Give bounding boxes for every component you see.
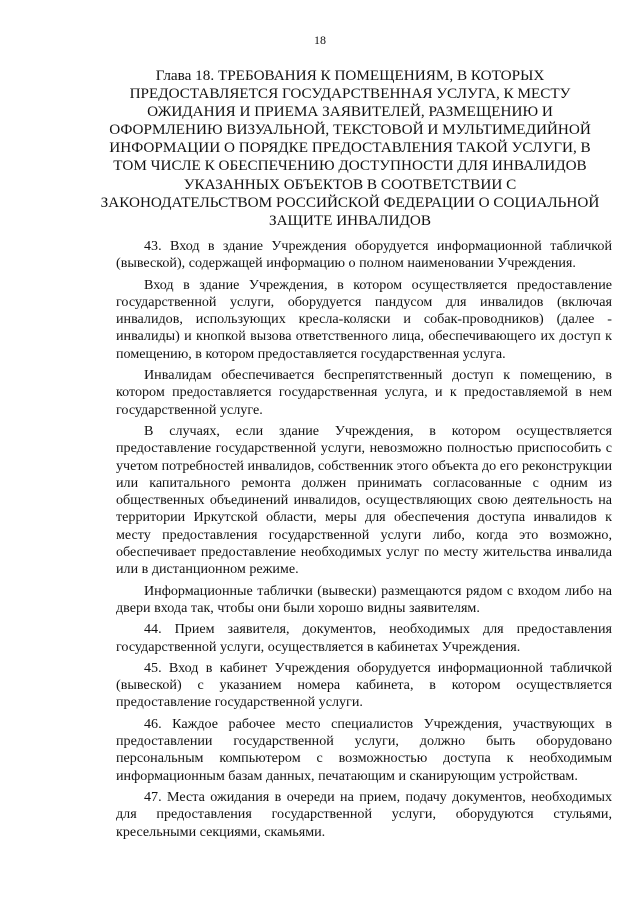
chapter-heading: Глава 18. ТРЕБОВАНИЯ К ПОМЕЩЕНИЯМ, В КОТОРЫХ ПРЕДОСТАВЛЯЕТСЯ ГОСУДАРСТВЕННАЯ УСЛУГА, К МЕСТУ ОЖИДАНИЯ И ПРИЕМА ЗАЯВИТЕЛЕЙ, РАЗМЕЩЕНИЮ И ОФОРМЛЕНИЮ ВИЗУАЛЬНОЙ, ТЕКСТОВОЙ И МУЛЬТИМЕДИЙНОЙ ИНФОРМАЦИИ О ПОРЯДКЕ ПРЕДОСТАВЛЕНИЯ ТАКОЙ УСЛУГИ, В ТОМ ЧИСЛЕ К ОБЕСПЕЧЕНИЮ ДОСТУПНОСТИ ДЛЯ ИНВАЛИДОВ УКАЗАННЫХ ОБЪЕКТОВ В СООТВЕТСТВИИ С ЗАКОНОДАТЕЛЬСТВОМ РОССИЙСКОЙ ФЕДЕРАЦИИ О СОЦИАЛЬНОЙ ЗАЩИТЕ ИНВАЛИДОВ	[100, 67, 600, 229]
paragraph: 45. Вход в кабинет Учреждения оборудуется информационной табличкой (вывеской) с указанием номера кабинета, в котором осуществляется предоставление государственной услуги.	[116, 659, 612, 711]
paragraph: 46. Каждое рабочее место специалистов Учреждения, участвующих в предоставлении государственной услуги, должно быть оборудовано персональным компьютером с возможностью доступа к необходимым информационным базам данных, печатающим и сканирующим устройствам.	[116, 715, 612, 784]
paragraph: Информационные таблички (вывески) размещаются рядом с входом либо на двери входа так, чтобы они были хорошо видны заявителям.	[116, 582, 612, 616]
paragraph: Вход в здание Учреждения, в котором осуществляется предоставление государственной услуги, оборудуется пандусом для инвалидов (включая инвалидов, использующих кресла-коляски и собак-проводников) (далее - инвалиды) и кнопкой вызова ответственного лица, обеспечивающего их доступ к помещению, в котором предоставляется государственная услуга.	[116, 276, 612, 362]
paragraph: В случаях, если здание Учреждения, в котором осуществляется предоставление государственной услуги, невозможно полностью приспособить с учетом потребностей инвалидов, собственник этого объекта до его реконструкции или капитального ремонта должен принимать согласованные с одним из общественных объединений инвалидов, осуществляющих свою деятельность на территории Иркутской области, меры для обеспечения доступа инвалидов к месту предоставления государственной услуги либо, когда это возможно, обеспечивает предоставление необходимых услуг по месту жительства инвалида или в дистанционном режиме.	[116, 422, 612, 578]
paragraph: Инвалидам обеспечивается беспрепятственный доступ к помещению, в котором предоставляется государственная услуга, и к предоставляемой в нем государственной услуге.	[116, 367, 612, 418]
paragraph: 44. Прием заявителя, документов, необходимых для предоставления государственной услуги, осуществляется в кабинетах Учреждения.	[116, 621, 612, 655]
paragraph: 43. Вход в здание Учреждения оборудуется информационной табличкой (вывеской), содержащей информацию о полном наименовании Учреждения.	[116, 238, 612, 272]
page-number: 18	[314, 33, 326, 47]
paragraph: 47. Места ожидания в очереди на прием, подачу документов, необходимых для предоставления государственной услуги, оборудуются стульями, кресельными секциями, скамьями.	[116, 788, 612, 840]
document-body	[116, 238, 612, 841]
